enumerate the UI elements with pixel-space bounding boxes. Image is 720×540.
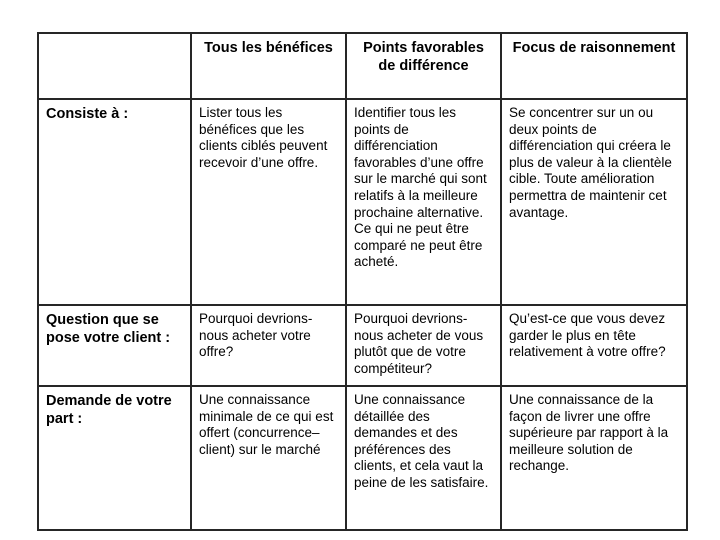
column-header-points-favorables-de-difference: Points favorables de différence (346, 33, 501, 99)
table-header-row (38, 33, 687, 99)
value-proposition-comparison-table (37, 32, 688, 531)
cell-question-benefices: Pourquoi devrions-nous acheter votre offre? (191, 305, 346, 386)
table-body (38, 99, 687, 530)
column-header-focus-de-raisonnement: Focus de raisonnement (501, 33, 687, 99)
cell-demande-points: Une connaissance détaillée des demandes et des préférences des clients, et cela vaut la peine de les satisfaire. (346, 386, 501, 530)
cell-consiste-points: Identifier tous les points de différenciation favorables d’une offre sur le marché qui sont relatifs à la meilleure prochaine alternative. Ce qui ne peut être comparé ne peut être acheté. (346, 99, 501, 305)
cell-question-focus: Qu’est-ce que vous devez garder le plus en tête relativement à votre offre? (501, 305, 687, 386)
cell-consiste-benefices: Lister tous les bénéfices que les clients ciblés peuvent recevoir d’une offre. (191, 99, 346, 305)
cell-question-points: Pourquoi devrions-nous acheter de vous plutôt que de votre compétiteur? (346, 305, 501, 386)
row-label-demande-votre-part: Demande de votre part : (38, 386, 191, 530)
cell-consiste-focus: Se concentrer sur un ou deux points de différenciation qui créera le plus de valeur à la clientèle cible. Toute amélioration permettra de maintenir cet avantage. (501, 99, 687, 305)
cell-demande-focus: Une connaissance de la façon de livrer une offre supérieure par rapport à la meilleure solution de rechange. (501, 386, 687, 530)
table-row (38, 305, 687, 386)
row-label-consiste-a: Consiste à : (38, 99, 191, 305)
cell-demande-benefices: Une connaissance minimale de ce qui est offert (concurrence–client) sur le marché (191, 386, 346, 530)
row-label-question-client: Question que se pose votre client : (38, 305, 191, 386)
table-row (38, 386, 687, 530)
table-row (38, 99, 687, 305)
table-header (38, 33, 687, 99)
column-header-tous-les-benefices: Tous les bénéfices (191, 33, 346, 99)
table-corner-empty-cell (38, 33, 191, 99)
